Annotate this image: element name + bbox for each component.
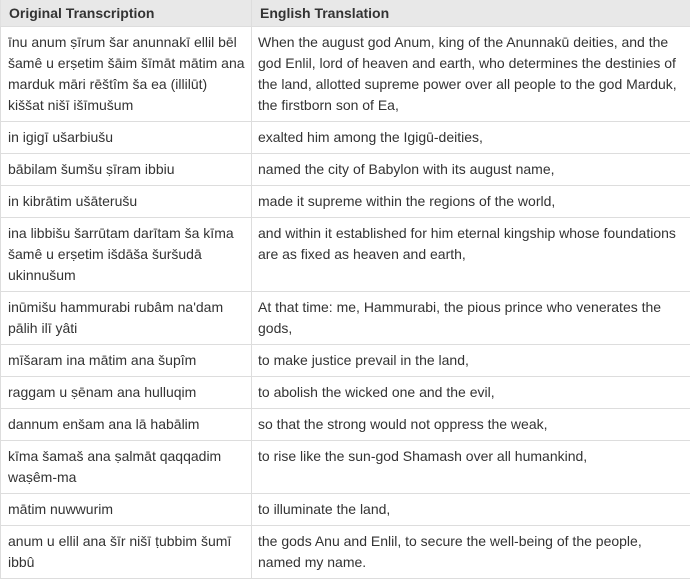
english-cell: to illuminate the land, bbox=[252, 494, 690, 526]
table-row bbox=[1, 154, 690, 186]
table-row bbox=[1, 494, 690, 526]
english-cell: to make justice prevail in the land, bbox=[252, 345, 690, 377]
table-header-row bbox=[1, 0, 690, 27]
table-row bbox=[1, 345, 690, 377]
english-cell: and within it established for him eternal kingship whose foundations are as fixed as heaven and earth, bbox=[252, 218, 690, 292]
table-row bbox=[1, 409, 690, 441]
english-cell: the gods Anu and Enlil, to secure the well-being of the people, named my name. bbox=[252, 526, 690, 579]
original-cell: inūmišu hammurabi rubâm na'dam pālih ilī yâti bbox=[1, 292, 252, 345]
original-cell: īnu anum ṣīrum šar anunnakī ellil bēl šamê u erṣetim šāim šīmāt mātim ana marduk māri rēštîm ša ea (illilūt) kiššat nišī išīmušum bbox=[1, 27, 252, 122]
original-cell: in igigī ušarbiušu bbox=[1, 122, 252, 154]
original-cell: ina libbišu šarrūtam darītam ša kīma šamê u erṣetim išdāša šuršudā ukinnušum bbox=[1, 218, 252, 292]
original-cell: raggam u ṣēnam ana hulluqim bbox=[1, 377, 252, 409]
table-row bbox=[1, 377, 690, 409]
original-cell: anum u ellil ana šīr nišī ṭubbim šumī ibbû bbox=[1, 526, 252, 579]
original-cell: kīma šamaš ana ṣalmāt qaqqadim waṣêm-ma bbox=[1, 441, 252, 494]
table-row bbox=[1, 526, 690, 579]
table-row bbox=[1, 441, 690, 494]
english-cell: At that time: me, Hammurabi, the pious prince who venerates the gods, bbox=[252, 292, 690, 345]
english-cell: When the august god Anum, king of the Anunnakū deities, and the god Enlil, lord of heaven and earth, who determines the destinies of the land, allotted supreme power over all people to the god Marduk, the firstborn son of Ea, bbox=[252, 27, 690, 122]
table-row bbox=[1, 122, 690, 154]
english-cell: to rise like the sun-god Shamash over all humankind, bbox=[252, 441, 690, 494]
english-cell: made it supreme within the regions of the world, bbox=[252, 186, 690, 218]
column-header-english: English Translation bbox=[252, 0, 690, 27]
original-cell: mātim nuwwurim bbox=[1, 494, 252, 526]
table-row bbox=[1, 218, 690, 292]
original-cell: dannum enšam ana lā habālim bbox=[1, 409, 252, 441]
column-header-original: Original Transcription bbox=[1, 0, 252, 27]
english-cell: exalted him among the Igigū-deities, bbox=[252, 122, 690, 154]
original-cell: mīšaram ina mātim ana šupîm bbox=[1, 345, 252, 377]
table-row bbox=[1, 292, 690, 345]
original-cell: bābilam šumšu ṣīram ibbiu bbox=[1, 154, 252, 186]
table-row bbox=[1, 27, 690, 122]
english-cell: named the city of Babylon with its august name, bbox=[252, 154, 690, 186]
original-cell: in kibrātim ušāterušu bbox=[1, 186, 252, 218]
english-cell: to abolish the wicked one and the evil, bbox=[252, 377, 690, 409]
table-row bbox=[1, 186, 690, 218]
english-cell: so that the strong would not oppress the weak, bbox=[252, 409, 690, 441]
